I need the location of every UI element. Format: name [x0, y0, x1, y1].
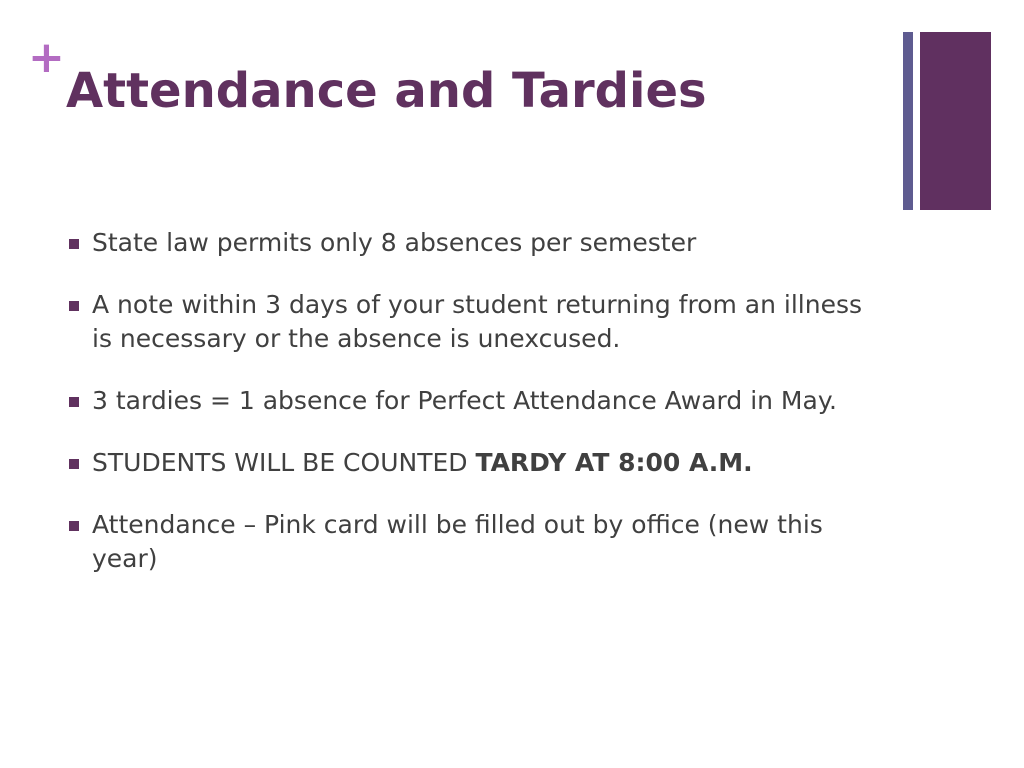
bullet-item-tardy-time [66, 446, 866, 480]
slide-title: Attendance and Tardies [66, 63, 707, 119]
square-bullet-icon [69, 521, 79, 531]
bullet-text: STUDENTS WILL BE COUNTED [92, 448, 476, 477]
square-bullet-icon [69, 397, 79, 407]
square-bullet-icon [69, 301, 79, 311]
square-bullet-icon [69, 239, 79, 249]
square-bullet-icon [69, 459, 79, 469]
decorative-bar-thin [903, 32, 913, 210]
bullet-list [66, 226, 866, 604]
bullet-item-pink-card [66, 508, 866, 576]
bullet-text: A note within 3 days of your student returning from an illness is necessary or the absence is unexcused. [92, 290, 863, 353]
bullet-text: Attendance – Pink card will be filled out by office (new this year) [92, 510, 823, 573]
bullet-text: 3 tardies = 1 absence for Perfect Attendance Award in May. [92, 386, 837, 415]
plus-icon: + [28, 32, 65, 83]
decorative-bar-thick [920, 32, 991, 210]
bullet-text: State law permits only 8 absences per semester [92, 228, 697, 257]
bullet-item-note [66, 288, 866, 356]
bullet-emphasis: TARDY AT 8:00 A.M. [475, 448, 753, 477]
bullet-item-tardies [66, 384, 866, 418]
bullet-item-absences [66, 226, 866, 260]
